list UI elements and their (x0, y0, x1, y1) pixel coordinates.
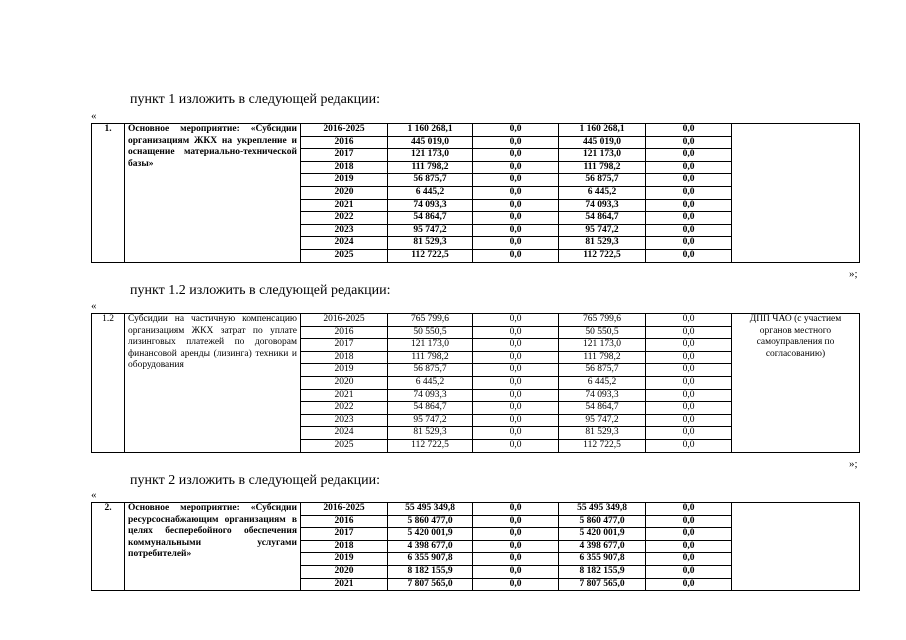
period-cell: 2016 (301, 136, 388, 149)
funding-cell: 81 529,3 (559, 237, 646, 250)
funding-cell: 55 495 349,8 (559, 503, 646, 516)
program-table (91, 502, 860, 591)
period-cell: 2022 (301, 212, 388, 225)
period-cell: 2018 (301, 161, 388, 174)
funding-cell: 6 445,2 (559, 186, 646, 199)
funding-cell: 0,0 (646, 578, 732, 591)
funding-cell: 0,0 (473, 314, 559, 327)
funding-cell: 0,0 (473, 237, 559, 250)
funding-cell: 0,0 (646, 186, 732, 199)
funding-cell: 121 173,0 (559, 149, 646, 162)
period-cell: 2025 (301, 439, 388, 452)
total-cell: 121 173,0 (388, 149, 473, 162)
funding-cell: 0,0 (473, 439, 559, 452)
period-cell: 2018 (301, 540, 388, 553)
funding-cell: 0,0 (473, 186, 559, 199)
total-cell: 95 747,2 (388, 414, 473, 427)
period-cell: 2016-2025 (301, 503, 388, 516)
funding-cell: 0,0 (646, 351, 732, 364)
funding-cell: 0,0 (646, 389, 732, 402)
total-cell: 112 722,5 (388, 439, 473, 452)
funding-cell: 0,0 (473, 364, 559, 377)
period-cell: 2016-2025 (301, 124, 388, 137)
total-cell: 81 529,3 (388, 427, 473, 440)
funding-cell: 0,0 (646, 364, 732, 377)
funding-cell: 50 550,5 (559, 326, 646, 339)
period-cell: 2021 (301, 578, 388, 591)
funding-cell: 765 799,6 (559, 314, 646, 327)
funding-cell: 0,0 (473, 528, 559, 541)
period-cell: 2019 (301, 174, 388, 187)
funding-cell: 0,0 (646, 439, 732, 452)
period-cell: 2017 (301, 149, 388, 162)
funding-cell: 0,0 (646, 212, 732, 225)
period-cell: 2018 (301, 351, 388, 364)
funding-cell: 0,0 (646, 376, 732, 389)
funding-cell: 95 747,2 (559, 414, 646, 427)
funding-cell: 0,0 (646, 553, 732, 566)
total-cell: 81 529,3 (388, 237, 473, 250)
funding-cell: 0,0 (646, 124, 732, 137)
funding-cell: 0,0 (473, 427, 559, 440)
table-row (92, 124, 860, 137)
total-cell: 4 398 677,0 (388, 540, 473, 553)
funding-cell: 54 864,7 (559, 402, 646, 415)
section-heading: пункт 1.2 изложить в следующей редакции: (130, 283, 391, 298)
funding-cell: 445 019,0 (559, 136, 646, 149)
funding-cell: 0,0 (473, 376, 559, 389)
total-cell: 8 182 155,9 (388, 565, 473, 578)
period-cell: 2020 (301, 565, 388, 578)
table-row (92, 314, 860, 327)
funding-cell: 6 445,2 (559, 376, 646, 389)
total-cell: 50 550,5 (388, 326, 473, 339)
total-cell: 112 722,5 (388, 249, 473, 262)
item-number: 1.2 (92, 314, 125, 453)
responsible-organization (732, 124, 860, 263)
funding-cell: 74 093,3 (559, 389, 646, 402)
program-table (91, 123, 860, 263)
responsible-organization (732, 503, 860, 591)
funding-cell: 0,0 (646, 224, 732, 237)
funding-cell: 0,0 (473, 249, 559, 262)
item-description: Основное мероприятие: «Субсидии ресурсоснабжающим организациям в целях бесперебойного обеспечения коммунальными услугами потребителей» (125, 503, 301, 591)
funding-cell: 0,0 (646, 528, 732, 541)
period-cell: 2016-2025 (301, 314, 388, 327)
funding-cell: 0,0 (646, 136, 732, 149)
funding-cell: 0,0 (473, 136, 559, 149)
funding-cell: 0,0 (473, 339, 559, 352)
total-cell: 55 495 349,8 (388, 503, 473, 516)
period-cell: 2022 (301, 402, 388, 415)
funding-cell: 0,0 (473, 161, 559, 174)
item-description: Субсидии на частичную компенсацию организациям ЖКХ затрат по уплате лизинговых платежей по договорам финансовой аренды (лизинга) техники и оборудования (125, 314, 301, 453)
section-heading: пункт 2 изложить в следующей редакции: (130, 473, 380, 488)
period-cell: 2023 (301, 224, 388, 237)
total-cell: 6 445,2 (388, 186, 473, 199)
total-cell: 111 798,2 (388, 161, 473, 174)
total-cell: 6 355 907,8 (388, 553, 473, 566)
total-cell: 1 160 268,1 (388, 124, 473, 137)
funding-cell: 0,0 (473, 351, 559, 364)
total-cell: 5 420 001,9 (388, 528, 473, 541)
total-cell: 111 798,2 (388, 351, 473, 364)
funding-cell: 111 798,2 (559, 161, 646, 174)
funding-cell: 0,0 (646, 339, 732, 352)
funding-cell: 0,0 (473, 540, 559, 553)
funding-cell: 0,0 (646, 199, 732, 212)
funding-cell: 0,0 (473, 326, 559, 339)
open-quote: « (91, 110, 97, 122)
funding-cell: 56 875,7 (559, 174, 646, 187)
funding-cell: 0,0 (473, 174, 559, 187)
period-cell: 2020 (301, 186, 388, 199)
funding-cell: 0,0 (646, 149, 732, 162)
funding-cell: 0,0 (473, 565, 559, 578)
funding-cell: 81 529,3 (559, 427, 646, 440)
funding-cell: 0,0 (646, 540, 732, 553)
total-cell: 56 875,7 (388, 174, 473, 187)
funding-cell: 4 398 677,0 (559, 540, 646, 553)
funding-cell: 8 182 155,9 (559, 565, 646, 578)
period-cell: 2019 (301, 553, 388, 566)
period-cell: 2024 (301, 237, 388, 250)
responsible-organization: ДПП ЧАО (с участием органов местного самоуправления по согласованию) (732, 314, 860, 453)
program-table (91, 313, 860, 453)
period-cell: 2021 (301, 199, 388, 212)
funding-cell: 0,0 (473, 212, 559, 225)
funding-cell: 121 173,0 (559, 339, 646, 352)
funding-cell: 0,0 (473, 149, 559, 162)
funding-cell: 0,0 (473, 515, 559, 528)
funding-cell: 0,0 (473, 199, 559, 212)
funding-cell: 0,0 (646, 161, 732, 174)
funding-cell: 0,0 (473, 402, 559, 415)
funding-cell: 0,0 (646, 515, 732, 528)
funding-cell: 6 355 907,8 (559, 553, 646, 566)
total-cell: 765 799,6 (388, 314, 473, 327)
funding-cell: 1 160 268,1 (559, 124, 646, 137)
section-heading: пункт 1 изложить в следующей редакции: (130, 92, 380, 107)
period-cell: 2023 (301, 414, 388, 427)
funding-cell: 7 807 565,0 (559, 578, 646, 591)
item-number: 2. (92, 503, 125, 591)
funding-cell: 74 093,3 (559, 199, 646, 212)
funding-cell: 0,0 (646, 427, 732, 440)
funding-cell: 0,0 (646, 249, 732, 262)
period-cell: 2017 (301, 339, 388, 352)
close-quote: »; (849, 268, 858, 280)
funding-cell: 112 722,5 (559, 439, 646, 452)
total-cell: 54 864,7 (388, 212, 473, 225)
period-cell: 2017 (301, 528, 388, 541)
total-cell: 56 875,7 (388, 364, 473, 377)
funding-cell: 0,0 (646, 237, 732, 250)
total-cell: 54 864,7 (388, 402, 473, 415)
period-cell: 2021 (301, 389, 388, 402)
funding-cell: 0,0 (646, 503, 732, 516)
funding-cell: 0,0 (473, 414, 559, 427)
total-cell: 74 093,3 (388, 389, 473, 402)
period-cell: 2024 (301, 427, 388, 440)
period-cell: 2019 (301, 364, 388, 377)
funding-cell: 0,0 (646, 326, 732, 339)
total-cell: 6 445,2 (388, 376, 473, 389)
funding-cell: 111 798,2 (559, 351, 646, 364)
funding-cell: 0,0 (473, 389, 559, 402)
period-cell: 2016 (301, 326, 388, 339)
open-quote: « (91, 300, 97, 312)
funding-cell: 95 747,2 (559, 224, 646, 237)
funding-cell: 0,0 (646, 174, 732, 187)
table-row (92, 503, 860, 516)
period-cell: 2016 (301, 515, 388, 528)
funding-cell: 0,0 (646, 402, 732, 415)
close-quote: »; (849, 458, 858, 470)
total-cell: 74 093,3 (388, 199, 473, 212)
funding-cell: 0,0 (646, 414, 732, 427)
funding-cell: 5 860 477,0 (559, 515, 646, 528)
period-cell: 2025 (301, 249, 388, 262)
total-cell: 7 807 565,0 (388, 578, 473, 591)
funding-cell: 0,0 (473, 503, 559, 516)
open-quote: « (91, 489, 97, 501)
period-cell: 2020 (301, 376, 388, 389)
total-cell: 95 747,2 (388, 224, 473, 237)
funding-cell: 0,0 (646, 314, 732, 327)
total-cell: 445 019,0 (388, 136, 473, 149)
funding-cell: 112 722,5 (559, 249, 646, 262)
item-description: Основное мероприятие: «Субсидии организациям ЖКХ на укрепление и оснащение материально-технической базы» (125, 124, 301, 263)
total-cell: 121 173,0 (388, 339, 473, 352)
funding-cell: 0,0 (473, 578, 559, 591)
funding-cell: 56 875,7 (559, 364, 646, 377)
funding-cell: 0,0 (473, 553, 559, 566)
funding-cell: 0,0 (473, 124, 559, 137)
funding-cell: 0,0 (473, 224, 559, 237)
item-number: 1. (92, 124, 125, 263)
funding-cell: 0,0 (646, 565, 732, 578)
funding-cell: 54 864,7 (559, 212, 646, 225)
funding-cell: 5 420 001,9 (559, 528, 646, 541)
total-cell: 5 860 477,0 (388, 515, 473, 528)
